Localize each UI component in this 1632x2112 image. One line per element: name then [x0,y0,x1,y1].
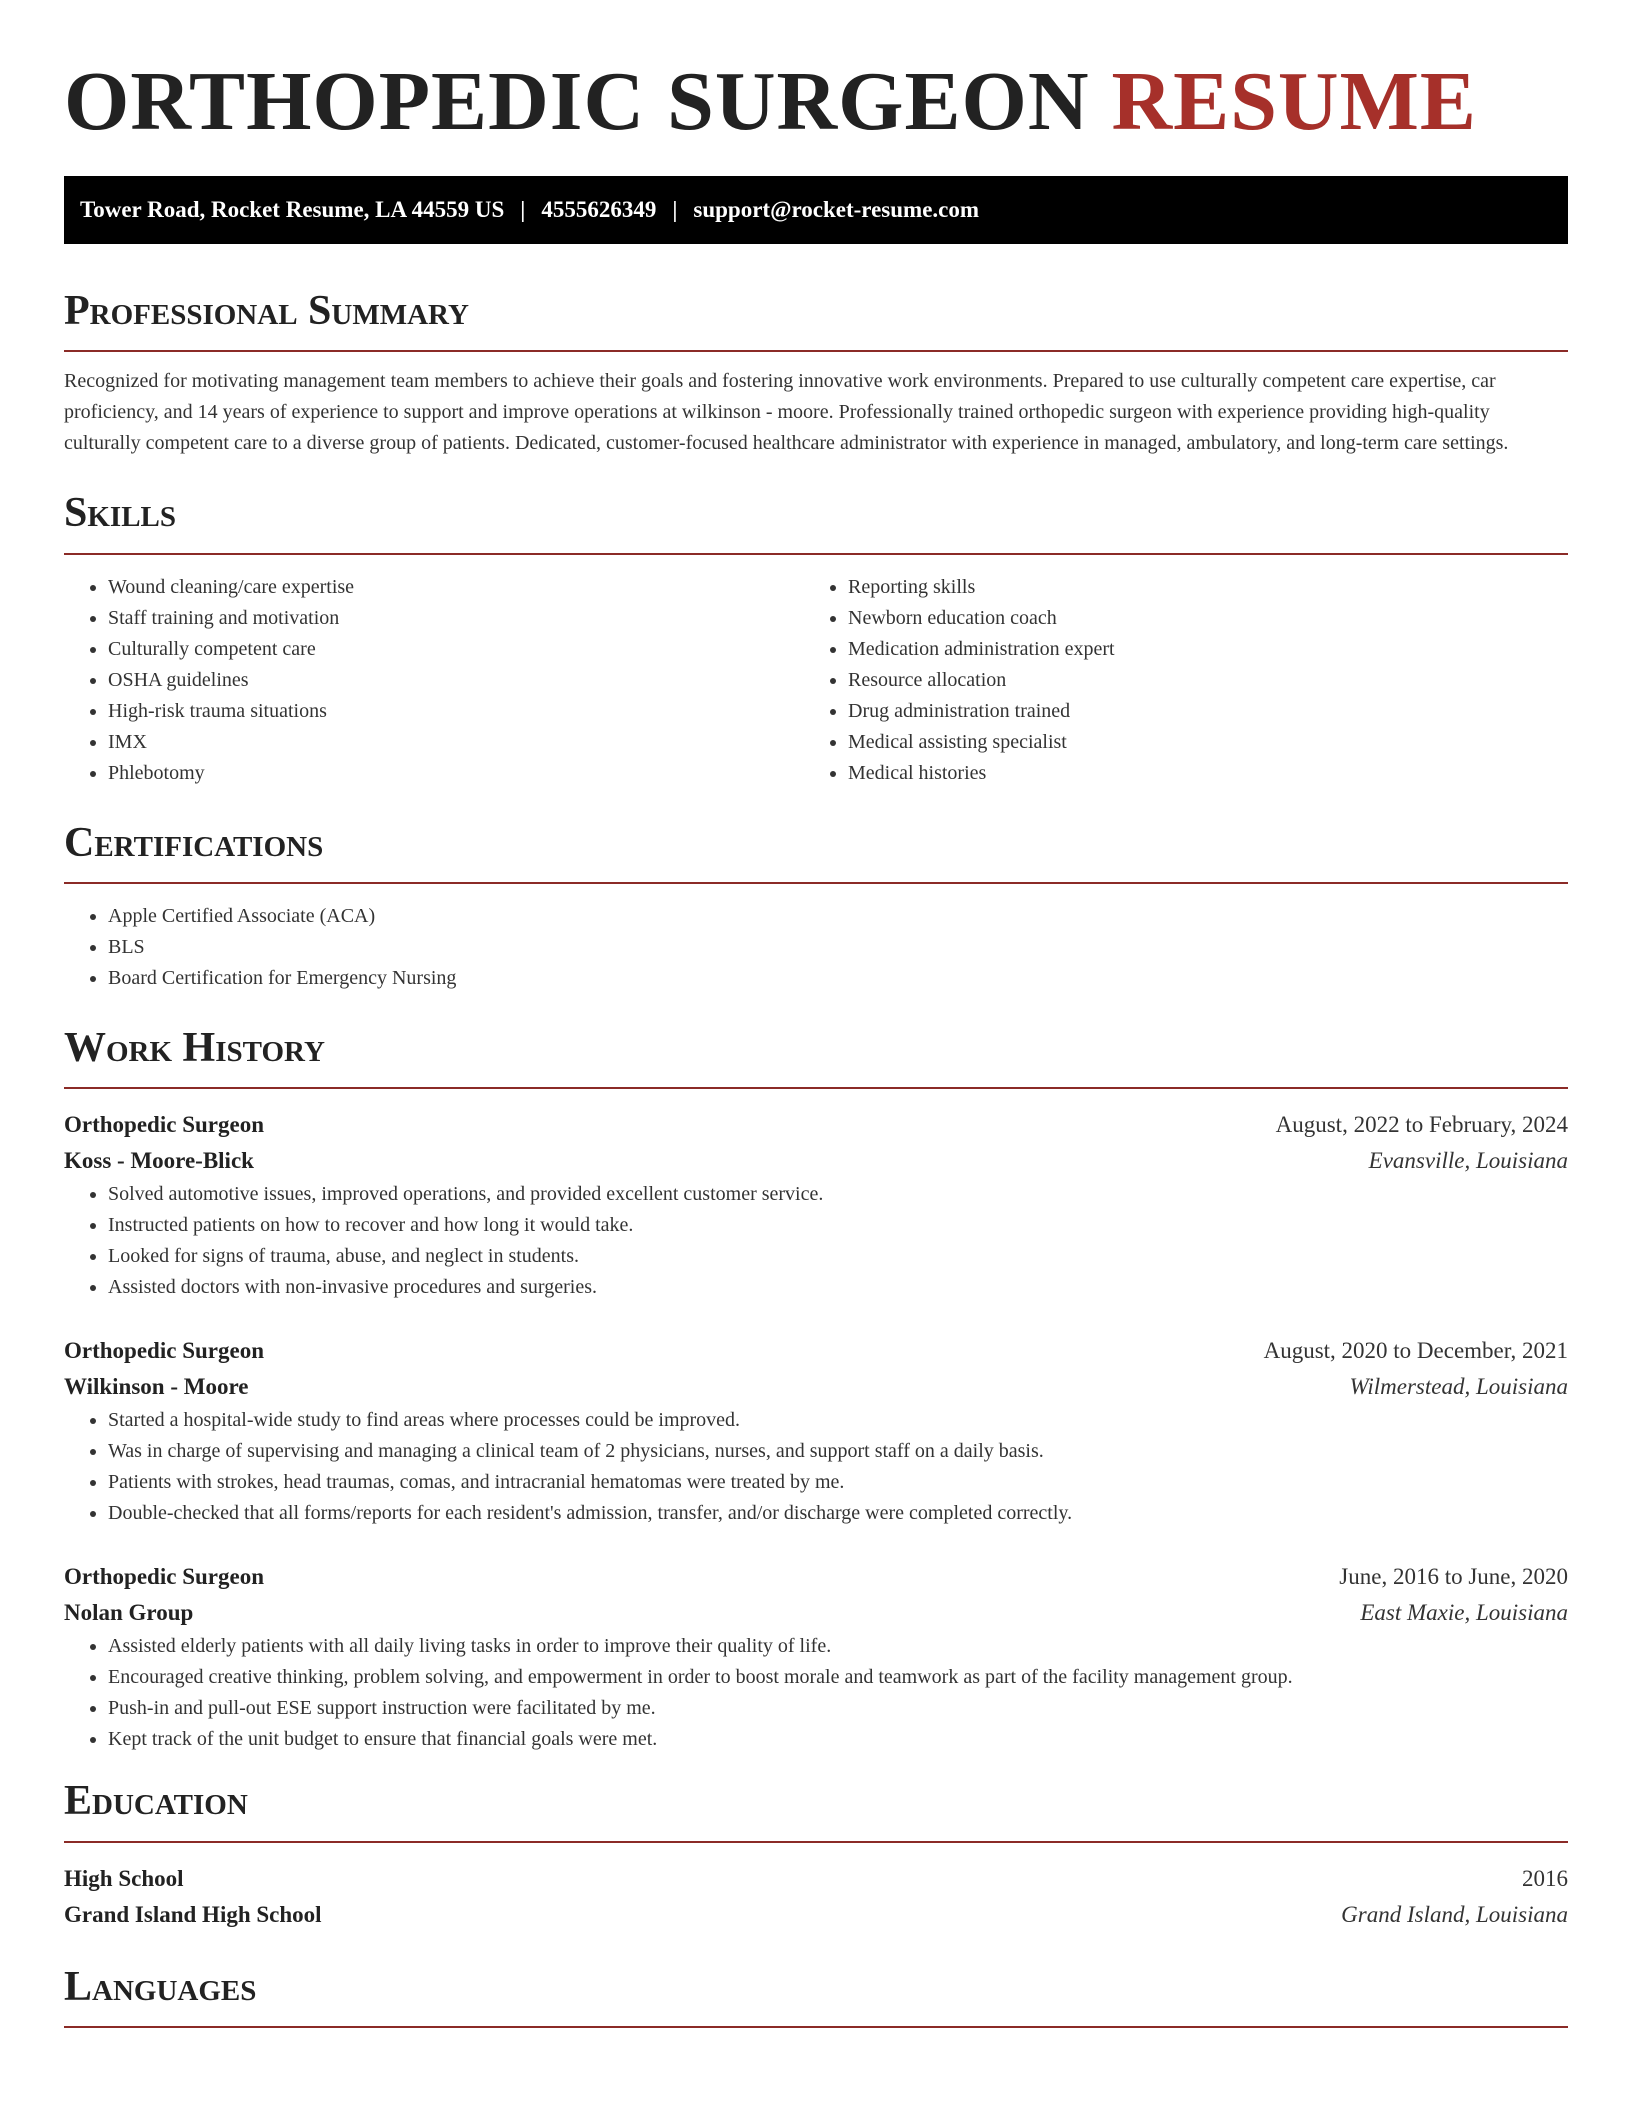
job-subheader [64,1143,1568,1179]
section-divider [64,1841,1568,1843]
job-bullet-list [64,1179,1568,1303]
job-location: Wilmerstead, Louisiana [1349,1374,1568,1400]
job-title: Orthopedic Surgeon [64,1112,264,1138]
title-main: ORTHOPEDIC SURGEON [64,55,1090,148]
job-subheader [64,1369,1568,1405]
section-divider [64,553,1568,555]
education-location: Grand Island, Louisiana [1341,1901,1568,1927]
skills-column-left [64,572,804,789]
skills-grid [64,572,1568,789]
title-accent: RESUME [1111,55,1477,148]
job-title: Orthopedic Surgeon [64,1338,264,1364]
skills-list-left [64,572,804,789]
section-divider [64,2026,1568,2028]
education-header [64,1861,1568,1897]
skill-item: • High-risk trauma situations [108,696,804,727]
certification-item: • Board Certification for Emergency Nursing [108,963,1568,994]
job-bullet: • Looked for signs of trauma, abuse, and neglect in students. [108,1241,1568,1272]
job-location: East Maxie, Louisiana [1360,1600,1568,1626]
job-bullet: • Assisted elderly patients with all daily living tasks in order to improve their quality of life. [108,1631,1568,1662]
summary-heading: Professional Summary [64,287,469,334]
languages-heading: Languages [64,1963,257,2010]
job-bullet: • Solved automotive issues, improved operations, and provided excellent customer service. [108,1179,1568,1210]
job-bullet: • Instructed patients on how to recover and how long it would take. [108,1210,1568,1241]
skill-item: • Staff training and motivation [108,603,804,634]
contact-phone[interactable]: 4555626349 [541,196,657,222]
skill-item: • Medication administration expert [848,634,1544,665]
skill-item: • Newborn education coach [848,603,1544,634]
contact-separator: | [672,196,678,222]
education-subheader [64,1897,1568,1933]
skill-item: • Phlebotomy [108,758,804,789]
work-history-section [64,1023,1568,1755]
skill-item: • Resource allocation [848,665,1544,696]
job-bullet: • Kept track of the unit budget to ensure that financial goals were met. [108,1724,1568,1755]
job-location: Evansville, Louisiana [1368,1148,1568,1174]
certification-item: • BLS [108,932,1568,963]
work-history-heading: Work History [64,1024,325,1071]
job-company: Wilkinson - Moore [64,1374,249,1400]
certifications-list [64,901,1568,994]
job-bullet-list [64,1405,1568,1529]
contact-bar [64,176,1568,244]
education-degree: High School [64,1865,184,1891]
skills-column-right [804,572,1544,789]
job-bullet: • Encouraged creative thinking, problem solving, and empowerment in order to boost morale and teamwork as part of the facility management group. [108,1662,1568,1693]
education-heading: Education [64,1778,248,1825]
job-entry [64,1333,1568,1529]
certifications-heading: Certifications [64,819,324,866]
education-section [64,1776,1568,1932]
job-bullet: • Push-in and pull-out ESE support instruction were facilitated by me. [108,1693,1568,1724]
skills-list-right [804,572,1544,789]
education-year: 2016 [1522,1865,1568,1891]
skill-item: • Wound cleaning/care expertise [108,572,804,603]
job-bullet: • Patients with strokes, head traumas, comas, and intracranial hematomas were treated by me. [108,1467,1568,1498]
skill-item: • IMX [108,727,804,758]
languages-section [64,1962,1568,2028]
job-bullet: • Started a hospital-wide study to find areas where processes could be improved. [108,1405,1568,1436]
education-entry [64,1861,1568,1933]
job-header [64,1559,1568,1595]
job-dates: June, 2016 to June, 2020 [1339,1564,1568,1590]
resume-title [64,52,1568,153]
skills-heading: Skills [64,490,177,537]
job-company: Koss - Moore-Blick [64,1148,254,1174]
job-bullet: • Assisted doctors with non-invasive procedures and surgeries. [108,1272,1568,1303]
job-company: Nolan Group [64,1600,194,1626]
summary-text: Recognized for motivating management team members to achieve their goals and fostering innovative work environments. Prepared to use culturally competent care expertise, car proficiency, and 14 years of experience to support and improve operations at wilkinson - moore. Professionally trained orthopedic surgeon with experience providing high-quality culturally competent care to a diverse group of patients. Dedicated, customer-focused healthcare administrator with experience in managed, ambulatory, and long-term care settings. [64,370,1509,455]
job-header [64,1107,1568,1143]
certification-item: • Apple Certified Associate (ACA) [108,901,1568,932]
job-subheader [64,1595,1568,1631]
skill-item: • Medical assisting specialist [848,727,1544,758]
job-bullet-list [64,1631,1568,1755]
skill-item: • Drug administration trained [848,696,1544,727]
job-entry [64,1559,1568,1755]
summary-section [64,286,1568,459]
certifications-section [64,818,1568,994]
skills-section [64,488,1568,788]
section-divider [64,1087,1568,1089]
skill-item: • Medical histories [848,758,1544,789]
section-divider [64,882,1568,884]
job-header [64,1333,1568,1369]
job-title: Orthopedic Surgeon [64,1564,264,1590]
job-dates: August, 2022 to February, 2024 [1275,1112,1568,1138]
skill-item: • OSHA guidelines [108,665,804,696]
skill-item: • Culturally competent care [108,634,804,665]
job-bullet: • Double-checked that all forms/reports for each resident's admission, transfer, and/or discharge were completed correctly. [108,1498,1568,1529]
job-dates: August, 2020 to December, 2021 [1263,1338,1568,1364]
education-school: Grand Island High School [64,1901,322,1927]
contact-separator: | [520,196,526,222]
contact-email[interactable]: support@rocket-resume.com [693,196,980,222]
contact-address: Tower Road, Rocket Resume, LA 44559 US [80,196,505,222]
skill-item: • Reporting skills [848,572,1544,603]
job-entry [64,1107,1568,1303]
job-bullet: • Was in charge of supervising and managing a clinical team of 2 physicians, nurses, and support staff on a daily basis. [108,1436,1568,1467]
section-divider [64,350,1568,352]
